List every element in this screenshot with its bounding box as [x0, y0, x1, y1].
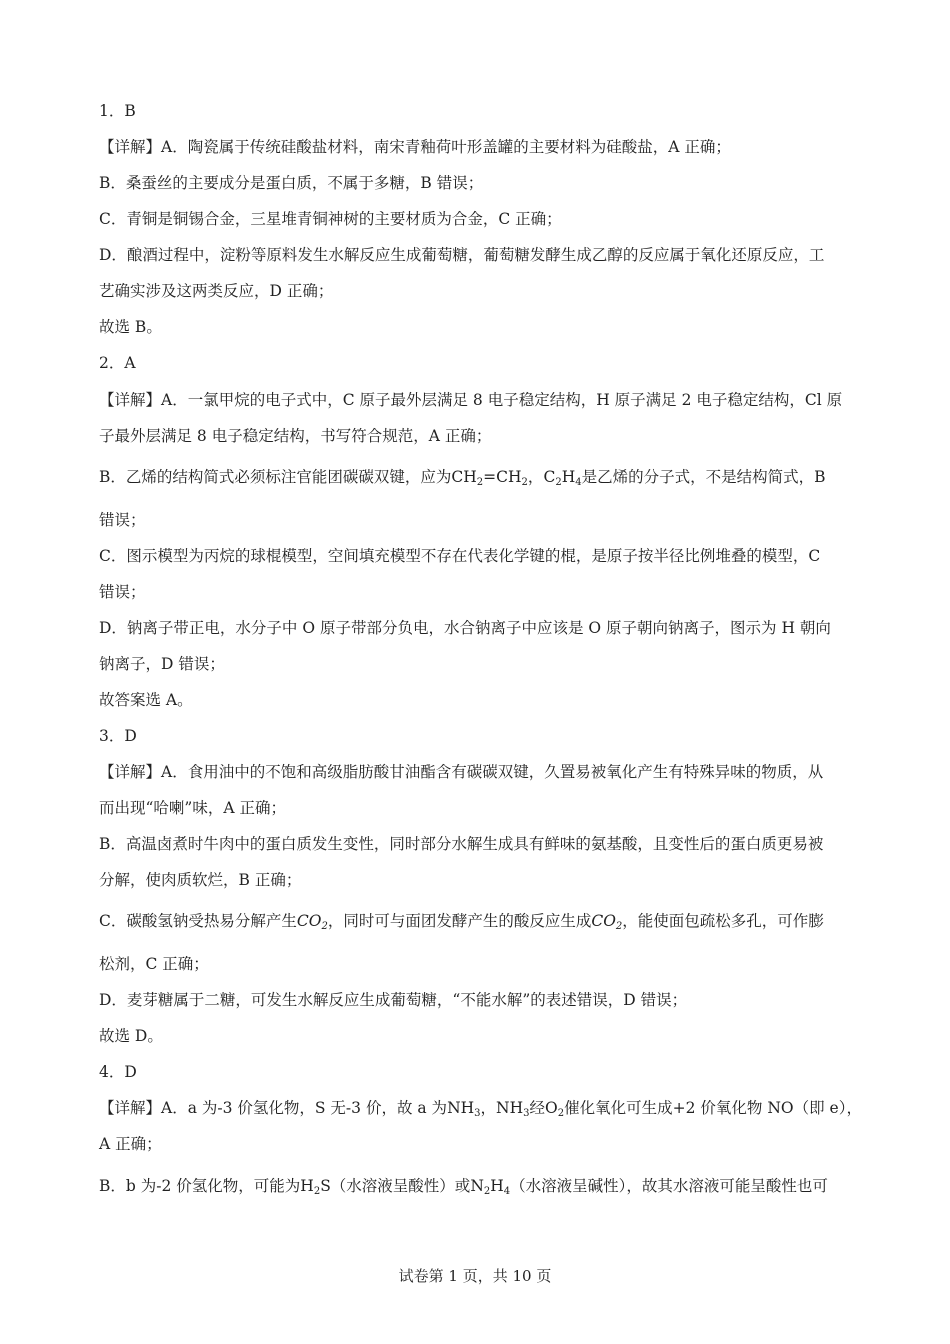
q2-option-a-line1: 【详解】A．一氯甲烷的电子式中，C 原子最外层满足 8 电子稳定结构，H 原子满足 2 电子稳定结构，Cl 原 — [99, 391, 843, 409]
q2-conclusion: 故答案选 A。 — [99, 691, 193, 709]
formula-co2: $CO_2$ — [296, 912, 328, 932]
formula-n2h4: $N_2H_4$ — [470, 1177, 511, 1197]
q2-option-b-line1: B．乙烯的结构简式必须标注官能团碳碳双键，应为$CH_2=CH_2$，$C_2H_4$是乙烯的分子式，不是结构简式，B — [99, 468, 826, 488]
page-footer: 试卷第 1 页，共 10 页 — [398, 1267, 552, 1285]
q1-conclusion: 故选 B。 — [99, 318, 162, 336]
q2-option-d-line1: D．钠离子带正电，水分子中 O 原子带部分负电，水合钠离子中应该是 O 原子朝向钠离子，图示为 H 朝向 — [99, 619, 831, 637]
q4-option-a-line2: A 正确； — [99, 1135, 162, 1153]
q3-option-c-line2: 松剂，C 正确； — [99, 955, 209, 973]
formula-c2h4: $C_2H_4$ — [543, 468, 582, 488]
q2-b-text: B．乙烯的结构简式必须标注官能团碳碳双键，应为 — [99, 468, 452, 486]
q4-option-b-line1: B．b 为-2 价氢化物，可能为$H_2S$（水溶液呈酸性）或$N_2H_4$（水溶液呈碱性），故其水溶液可能呈酸性也可 — [99, 1177, 828, 1197]
q2-option-c-line1: C．图示模型为丙烷的球棍模型，空间填充模型不存在代表化学键的棍，是原子按半径比例堆叠的模型，C — [99, 547, 821, 565]
formula-co2: $CO_2$ — [591, 912, 623, 932]
q3-option-a-line2: 而出现“哈喇”味，A 正确； — [99, 799, 286, 817]
q3-option-d: D．麦芽糖属于二糖，可发生水解反应生成葡萄糖，“不能水解”的表述错误，D 错误； — [99, 991, 688, 1009]
q1-option-a: 【详解】A．陶瓷属于传统硅酸盐材料，南宋青釉荷叶形盖罐的主要材料为硅酸盐，A 正确； — [99, 138, 731, 156]
q2-option-a-line2: 子最外层满足 8 电子稳定结构，书写符合规范，A 正确； — [99, 427, 492, 445]
formula-o2: $O_2$ — [545, 1099, 565, 1119]
q3-option-a-line1: 【详解】A．食用油中的不饱和高级脂肪酸甘油酯含有碳碳双键，久置易被氧化产生有特殊异味的物质，从 — [99, 763, 824, 781]
q2-answer: 2．A — [99, 354, 136, 372]
q1-option-d-line2: 艺确实涉及这两类反应，D 正确； — [99, 282, 334, 300]
q1-answer: 1．B — [99, 102, 136, 120]
formula-ch2-ch2: $CH_2=CH_2$ — [451, 468, 528, 488]
q1-option-c: C．青铜是铜锡合金，三星堆青铜神树的主要材质为合金，C 正确； — [99, 210, 562, 228]
q1-option-d-line1: D．酿酒过程中，淀粉等原料发生水解反应生成葡萄糖，葡萄糖发酵生成乙醇的反应属于氧化还原反应，工 — [99, 246, 825, 264]
formula-nh3: $NH_3$ — [496, 1099, 530, 1119]
formula-nh3: $NH_3$ — [447, 1099, 481, 1119]
q4-option-a-line1: 【详解】A．a 为-3 价氢化物，S 无-3 价，故 a 为$NH_3$，$NH_3$经$O_2$催化氧化可生成+2 价氧化物 NO（即 e）， — [99, 1099, 862, 1119]
q4-answer: 4．D — [99, 1063, 137, 1081]
q1-option-b: B．桑蚕丝的主要成分是蛋白质，不属于多糖，B 错误； — [99, 174, 484, 192]
q3-option-b-line2: 分解，使肉质软烂，B 正确； — [99, 871, 302, 889]
q3-conclusion: 故选 D。 — [99, 1027, 163, 1045]
q2-option-b-line2: 错误； — [99, 511, 146, 529]
q2-option-c-line2: 错误； — [99, 583, 146, 601]
q3-option-b-line1: B．高温卤煮时牛肉中的蛋白质发生变性，同时部分水解生成具有鲜味的氨基酸，且变性后的蛋白质更易被 — [99, 835, 824, 853]
q3-answer: 3．D — [99, 727, 137, 745]
q3-option-c-line1: C．碳酸氢钠受热易分解产生$CO_2$，同时可与面团发酵产生的酸反应生成$CO_2$，能使面包疏松多孔，可作膨 — [99, 912, 824, 932]
q2-option-d-line2: 钠离子，D 错误； — [99, 655, 225, 673]
formula-h2s: $H_2$ — [300, 1177, 321, 1197]
